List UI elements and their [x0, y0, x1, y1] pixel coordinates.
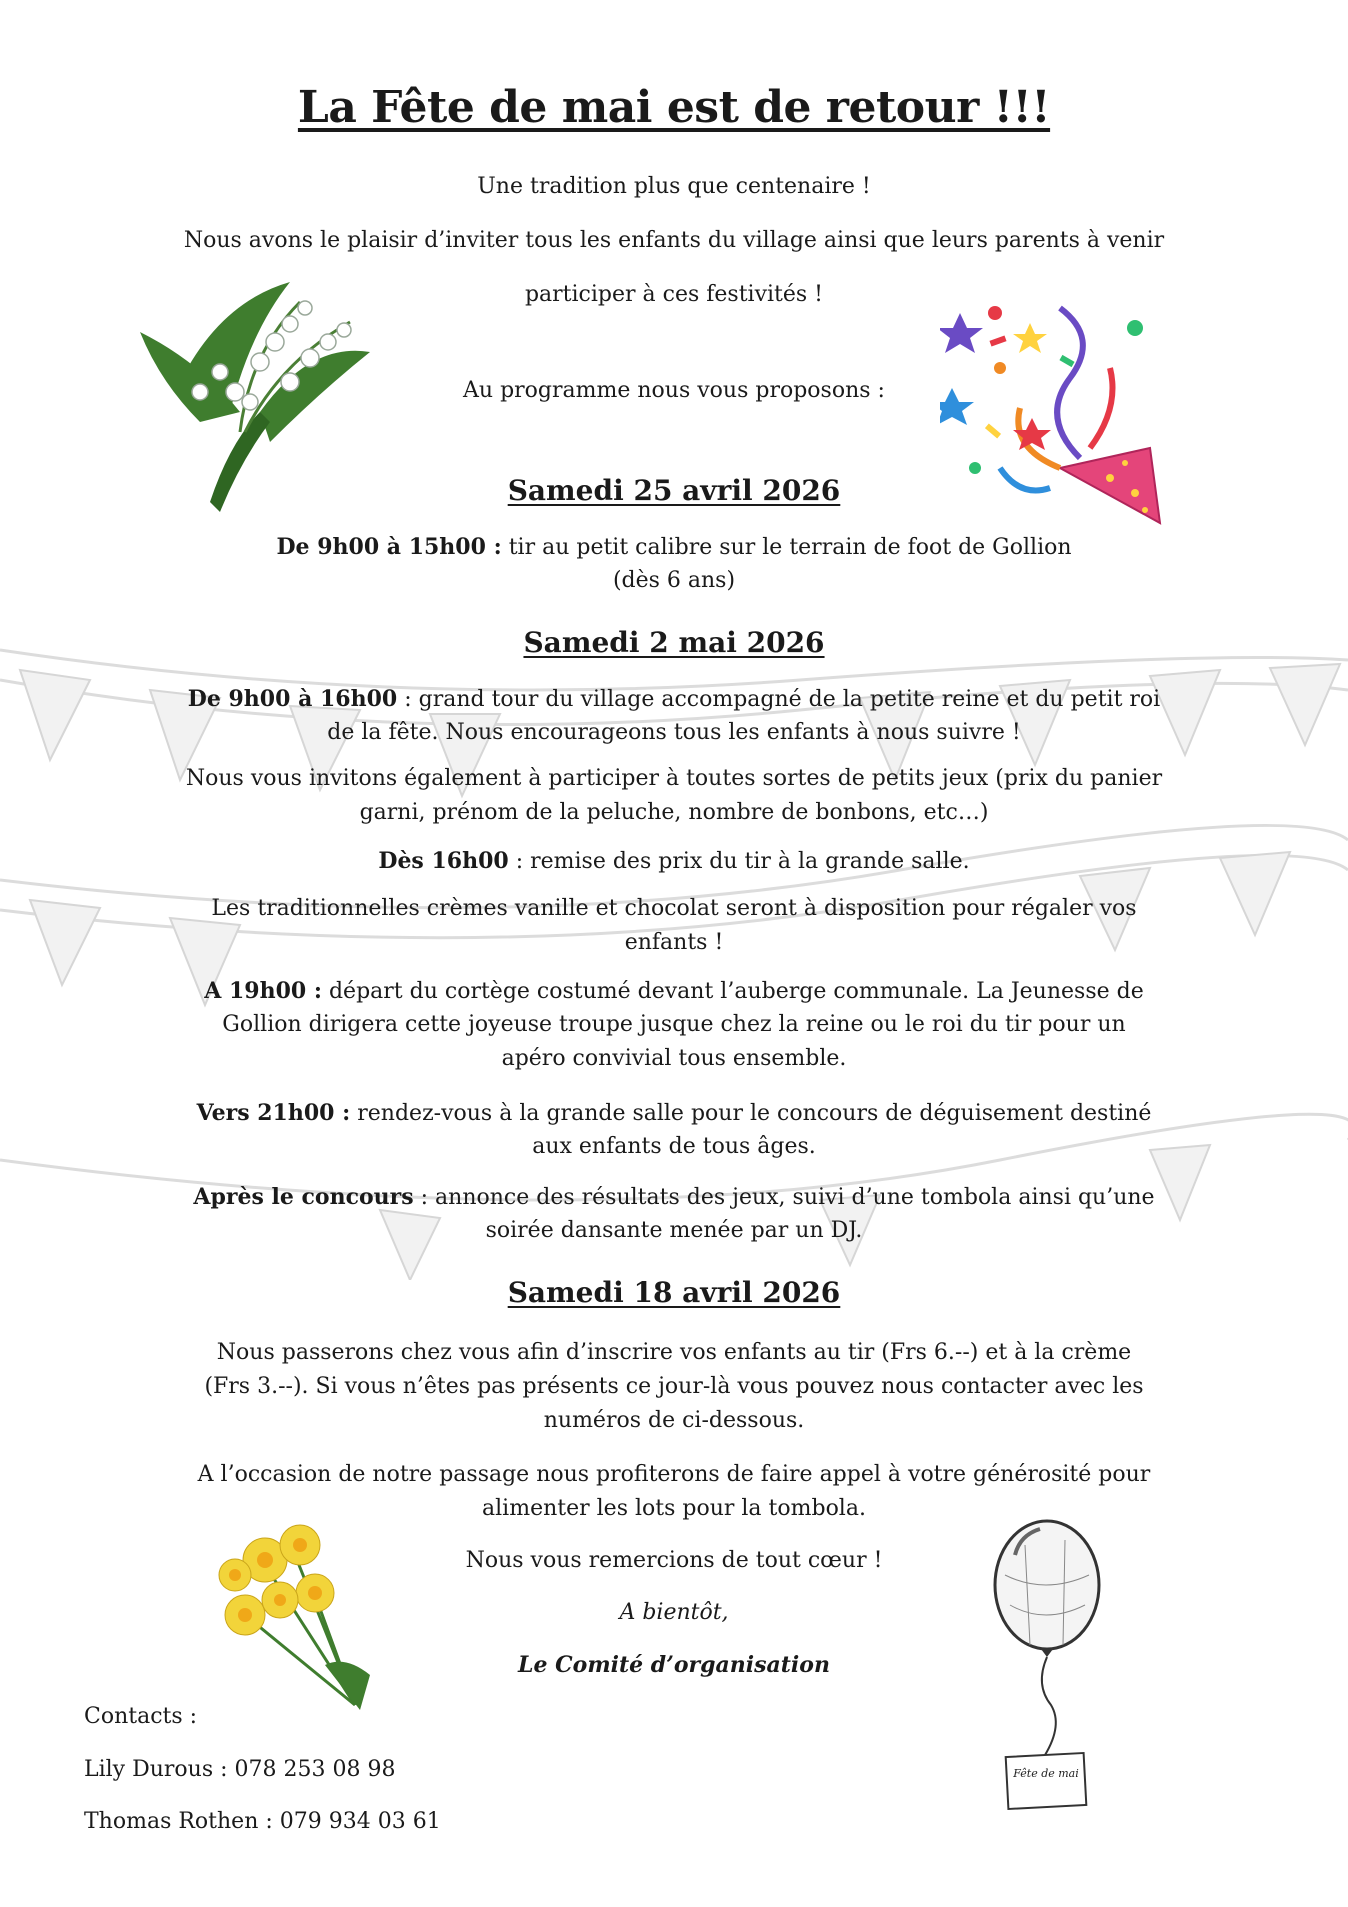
- intro-line-4: Au programme nous vous proposons :: [463, 378, 885, 403]
- lily-of-the-valley-icon: [140, 262, 380, 512]
- section-2-p3: [150, 844, 1198, 879]
- page-title: La Fête de mai est de retour !!!: [297, 82, 1051, 133]
- section-3-p2a: A l’occasion de notre passage nous profiterons de faire appel à votre générosité pour: [197, 1462, 1151, 1487]
- section-2-p4b: enfants !: [624, 930, 724, 955]
- section-2-p6a: [150, 1096, 1198, 1131]
- section-1-sub: (dès 6 ans): [612, 568, 736, 593]
- contact-item: Lily Durous : 078 253 08 98: [84, 1757, 396, 1782]
- goodbye-line: A bientôt,: [619, 1600, 729, 1625]
- section-2-p1b: de la fête. Nous encourageons tous les enfants à nous suivre !: [327, 720, 1021, 745]
- signature: Le Comité d’organisation: [518, 1652, 830, 1678]
- daffodil-bouquet-icon: [205, 1505, 375, 1715]
- section-2-p4a: Les traditionnelles crèmes vanille et chocolat seront à disposition pour régaler vos: [211, 896, 1137, 921]
- section-2-p6-text: rendez-vous à la grande salle pour le concours de déguisement destiné: [350, 1101, 1152, 1126]
- contact-phone: 078 253 08 98: [234, 1757, 396, 1782]
- section-2-p6-time: Vers 21h00 :: [196, 1100, 351, 1126]
- section-1-text: tir au petit calibre sur le terrain de foot de Gollion: [501, 535, 1072, 560]
- thanks-line: Nous vous remercions de tout cœur !: [465, 1548, 883, 1573]
- section-1-time: De 9h00 à 15h00 :: [276, 534, 502, 560]
- section-2-p7a: [150, 1180, 1198, 1215]
- section-2-p1a: [150, 682, 1198, 717]
- section-1-paragraph: [150, 530, 1198, 565]
- section-2-p5-text: départ du cortège costumé devant l’auberge communale. La Jeunesse de: [321, 979, 1144, 1004]
- section-3-p1b: (Frs 3.--). Si vous n’êtes pas présents ce jour-là vous pouvez nous contacter avec les: [204, 1374, 1144, 1399]
- section-2-p5b: Gollion dirigera cette joyeuse troupe jusque chez la reine ou le roi du tir pour un: [222, 1012, 1126, 1037]
- contact-name: Lily Durous: [84, 1757, 214, 1782]
- contacts-label: Contacts :: [84, 1704, 198, 1729]
- confetti-party-horn-icon: [940, 298, 1162, 528]
- balloon-icon: [985, 1515, 1110, 1815]
- section-2-p7b: soirée dansante menée par un DJ.: [485, 1218, 863, 1243]
- section-3-p1a: Nous passerons chez vous afin d’inscrire vos enfants au tir (Frs 6.--) et à la crème: [216, 1340, 1132, 1365]
- section-2-p7-time: Après le concours: [193, 1184, 414, 1210]
- section-2-p3-time: Dès 16h00: [378, 848, 509, 874]
- section-2-p7-text: : annonce des résultats des jeux, suivi d’une tombola ainsi qu’une: [413, 1185, 1155, 1210]
- section-3-p1c: numéros de ci-dessous.: [543, 1408, 805, 1433]
- intro-line-2: Nous avons le plaisir d’inviter tous les enfants du village ainsi que leurs parents à venir: [183, 228, 1165, 253]
- section-2-p6b: aux enfants de tous âges.: [532, 1134, 816, 1159]
- section-3-heading: Samedi 18 avril 2026: [507, 1276, 841, 1309]
- section-2-p3-text: : remise des prix du tir à la grande salle.: [508, 849, 970, 874]
- section-2-p1-time: De 9h00 à 16h00: [187, 686, 398, 712]
- section-2-p5-time: A 19h00 :: [204, 978, 322, 1004]
- section-2-p5c: apéro convivial tous ensemble.: [501, 1046, 847, 1071]
- balloon-tag-text: Fête de mai: [1013, 1767, 1079, 1780]
- section-2-p2b: garni, prénom de la peluche, nombre de bonbons, etc…): [359, 800, 989, 825]
- intro-line-3: participer à ces festivités !: [524, 282, 824, 307]
- contact-item: Thomas Rothen : 079 934 03 61: [84, 1809, 441, 1834]
- section-1-heading: Samedi 25 avril 2026: [507, 474, 841, 507]
- contact-name: Thomas Rothen: [84, 1809, 259, 1834]
- intro-line-1: Une tradition plus que centenaire !: [477, 174, 871, 199]
- section-2-p1-text: : grand tour du village accompagné de la petite reine et du petit roi: [397, 687, 1161, 712]
- section-2-heading: Samedi 2 mai 2026: [523, 626, 825, 659]
- section-2-p2a: Nous vous invitons également à participer à toutes sortes de petits jeux (prix du panier: [185, 766, 1163, 791]
- section-3-p2b: alimenter les lots pour la tombola.: [482, 1496, 866, 1521]
- section-2-p5a: [150, 974, 1198, 1009]
- contact-phone: 079 934 03 61: [279, 1809, 441, 1834]
